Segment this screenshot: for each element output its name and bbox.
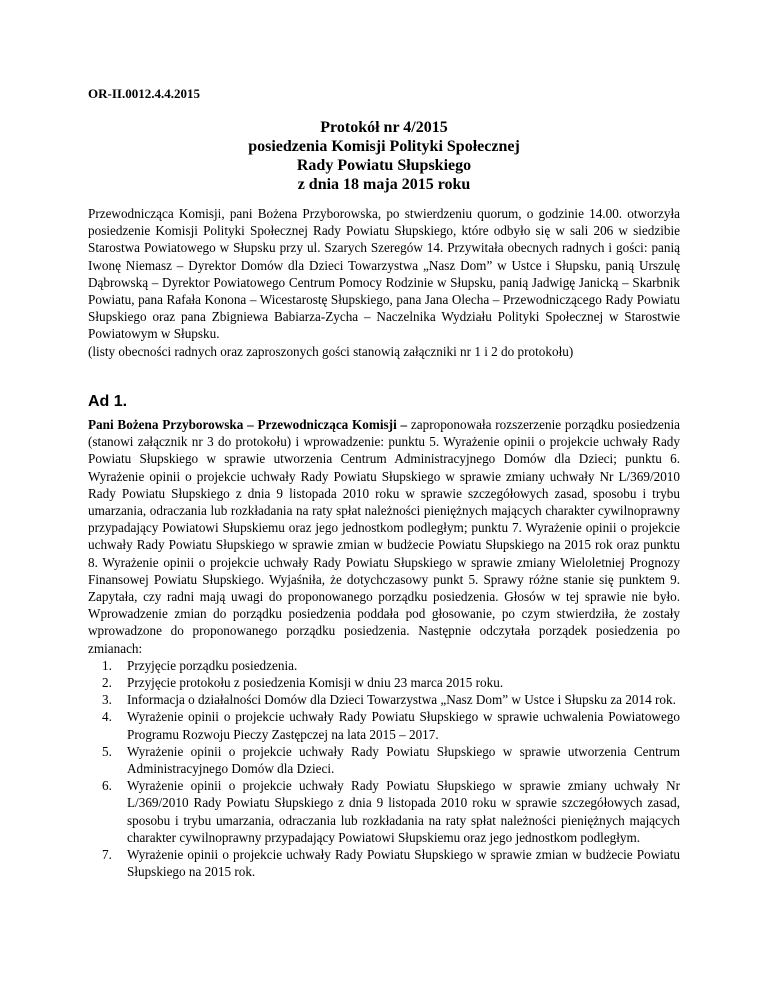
title-line: Rady Powiatu Słupskiego	[296, 157, 472, 174]
section-text: zaproponowała rozszerzenie porządku posiedzenia (stanowi załącznik nr 3 do protokołu) i wprowadzenie: punktu 5. Wyrażenie opinii o projekcie uchwały Rady Powiatu Słupskiego w sprawie utworzenia Centrum Administracyjnego Domów dla Dzieci; punktu 6. Wyrażenie opinii o projekcie uchwały Rady Powiatu Słupskiego w sprawie zmiany uchwały Nr L/369/2010 Rady Powiatu Słupskiego z dnia 9 listopada 2010 roku w sprawie szczegółowych zasad, sposobu i trybu umarzania, odraczania lub rozkładania na raty spłat należności pieniężnych mających charakter cywilnoprawny przypadający Powiatowi Słupskiemu oraz jego jednostkom podległym; punktu 7. Wyrażenie opinii o projekcie uchwały Rady Powiatu Słupskiego w sprawie zmian w budżecie Powiatu Słupskiego na 2015 rok oraz punktu 8. Wyrażenie opinii o projekcie uchwały Rady Powiatu Słupskiego w sprawie zmiany Wieloletniej Prognozy Finansowej Powiatu Słupskiego. Wyjaśniła, że dotychczasowy punkt 5. Sprawy różne stanie się punktem 9. Zapytała, czy radni mają uwagi do proponowanego porządku posiedzenia. Głosów w tej sprawie nie było. Wprowadzenie zmian do porządku posiedzenia poddała pod głosowanie, po czym stwierdziła, że zostały wprowadzone do proponowanego porządku posiedzenia. Następnie odczytała porządek posiedzenia po zmianach:	[88, 417, 680, 656]
agenda-item	[102, 657, 680, 674]
title-line: z dnia 18 maja 2015 roku	[297, 176, 471, 193]
agenda-item-text: Przyjęcie porządku posiedzenia.	[127, 657, 298, 673]
agenda-item-text: Wyrażenie opinii o projekcie uchwały Rady Powiatu Słupskiego w sprawie uchwalenia Powiatowego Programu Rozwoju Pieczy Zastępczej na lata 2015 – 2017.	[127, 709, 680, 742]
intro-paragraph	[88, 205, 680, 360]
document-reference: OR-II.0012.4.4.2015	[88, 86, 200, 101]
agenda-item-number: 2.	[102, 675, 112, 691]
agenda-item	[102, 846, 680, 880]
intro-note: (listy obecności radnych oraz zaproszonych gości stanowią załączniki nr 1 i 2 do protokołu)	[88, 343, 574, 359]
section-heading: Ad 1.	[88, 393, 128, 410]
section-paragraph	[88, 416, 680, 657]
agenda-item-text: Informacja o działalności Domów dla Dzieci Towarzystwa „Nasz Dom” w Ustce i Słupsku za 2014 rok.	[127, 692, 676, 708]
agenda-item	[102, 743, 680, 777]
agenda-item-number: 6.	[102, 778, 112, 794]
agenda-item	[102, 777, 680, 846]
document-title	[88, 118, 680, 194]
agenda-item-number: 4.	[102, 709, 112, 725]
title-line: Protokół nr 4/2015	[320, 119, 448, 136]
agenda-item	[102, 691, 680, 708]
agenda-item-number: 1.	[102, 657, 112, 673]
intro-text: Przewodnicząca Komisji, pani Bożena Przyborowska, po stwierdzeniu quorum, o godzinie 14.00. otworzyła posiedzenie Komisji Polityki Społecznej Rady Powiatu Słupskiego, które odbyło się w sali 206 w siedzibie Starostwa Powiatowego w Słupsku przy ul. Szarych Szeregów 14. Przywitała obecnych radnych i gości: panią Iwonę Niemasz – Dyrektor Domów dla Dzieci Towarzystwa „Nasz Dom” w Ustce i Słupsku, panią Urszulę Dąbrowską – Dyrektor Powiatowego Centrum Pomocy Rodzinie w Słupsku, panią Jadwigę Janicką – Skarbnik Powiatu, pana Rafała Konona – Wicestarostę Słupskiego, pana Jana Olecha – Przewodniczącego Rady Powiatu Słupskiego oraz pana Zbigniewa Babiarza-Zycha – Naczelnika Wydziału Polityki Społecznej w Starostwie Powiatowym w Słupsku.	[88, 206, 680, 342]
title-line: posiedzenia Komisji Polityki Społecznej	[248, 138, 520, 155]
agenda-item-number: 3.	[102, 692, 112, 708]
agenda-item-text: Wyrażenie opinii o projekcie uchwały Rady Powiatu Słupskiego w sprawie zmian w budżecie Powiatu Słupskiego na 2015 rok.	[127, 847, 680, 880]
agenda-item-text: Wyrażenie opinii o projekcie uchwały Rady Powiatu Słupskiego w sprawie utworzenia Centrum Administracyjnego Domów dla Dzieci.	[127, 743, 680, 777]
section-body	[88, 416, 680, 880]
agenda-item	[102, 708, 680, 742]
agenda-item-text: Wyrażenie opinii o projekcie uchwały Rady Powiatu Słupskiego w sprawie zmiany uchwały Nr L/369/2010 Rady Powiatu Słupskiego z dnia 9 listopada 2010 roku w sprawie szczegółowych zasad, sposobu i trybu umarzania, odraczania lub rozkładania na raty spłat należności pieniężnych mających charakter cywilnoprawny przypadający Powiatowi Słupskiemu oraz jego jednostkom podległym.	[127, 778, 680, 845]
agenda-item-number: 7.	[102, 847, 112, 863]
agenda-item-number: 5.	[102, 743, 112, 759]
agenda-item-text: Przyjęcie protokołu z posiedzenia Komisji w dniu 23 marca 2015 roku.	[127, 675, 504, 691]
speaker-name: Pani Bożena Przyborowska – Przewodnicząca Komisji –	[88, 417, 408, 432]
agenda-item	[102, 674, 680, 691]
agenda-list	[88, 657, 680, 881]
